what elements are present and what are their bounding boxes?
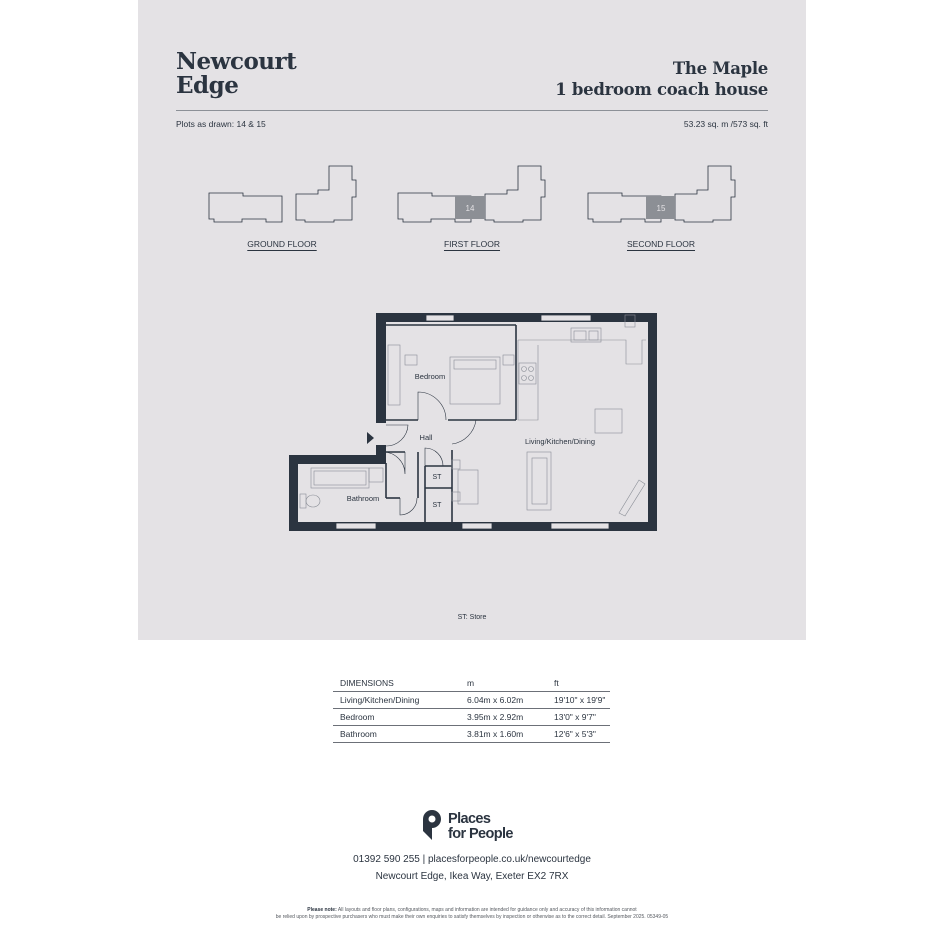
disclaimer-line1: All layouts and floor plans, configurations, maps and information are intended for guidance only and accuracy of this information cannot bbox=[337, 907, 637, 913]
room-metric: 3.81m x 1.60m bbox=[460, 726, 547, 743]
plots-text: Plots as drawn: 14 & 15 bbox=[176, 119, 266, 129]
double-bed bbox=[450, 357, 500, 404]
area-text: 53.23 sq. m /573 sq. ft bbox=[683, 119, 768, 129]
house-type: 1 bedroom coach house bbox=[555, 80, 768, 99]
second-floor-keyplan bbox=[588, 166, 735, 222]
ground-floor-keyplan bbox=[209, 166, 356, 222]
dimensions-header-ft: ft bbox=[547, 675, 610, 692]
address-line: Newcourt Edge, Ikea Way, Exeter EX2 7RX bbox=[375, 871, 569, 882]
plot-15-label: 15 bbox=[656, 204, 666, 213]
room-imperial: 13'0" x 9'7" bbox=[547, 709, 610, 726]
dimensions-header-m: m bbox=[460, 675, 547, 692]
room-label-living: Living/Kitchen/Dining bbox=[524, 437, 596, 446]
dimensions-header-label: DIMENSIONS bbox=[333, 675, 460, 692]
floorplan-drawing bbox=[280, 305, 665, 540]
house-name: The Maple bbox=[672, 59, 768, 78]
table-row bbox=[333, 692, 610, 709]
logo-line1: Places bbox=[448, 811, 491, 827]
room-label-store-1: ST bbox=[432, 474, 442, 481]
dining-table bbox=[458, 470, 478, 504]
room-imperial: 12'6" x 5'3" bbox=[547, 726, 610, 743]
basin bbox=[369, 468, 383, 482]
table-row bbox=[333, 726, 610, 743]
hob bbox=[519, 363, 536, 384]
room-metric: 3.95m x 2.92m bbox=[460, 709, 547, 726]
external-walls bbox=[289, 313, 657, 531]
armchair bbox=[595, 409, 622, 433]
first-floor-label: FIRST FLOOR bbox=[443, 239, 501, 249]
contact-line: 01392 590 255 | placesforpeople.co.uk/newcourtedge bbox=[353, 854, 591, 865]
internal-walls bbox=[386, 325, 516, 522]
toilet bbox=[300, 494, 306, 508]
door-swings bbox=[383, 392, 476, 515]
tv-unit bbox=[619, 480, 645, 516]
places-for-people-logo-icon bbox=[420, 807, 444, 841]
room-metric: 6.04m x 6.02m bbox=[460, 692, 547, 709]
room-imperial: 19'10" x 19'9" bbox=[547, 692, 610, 709]
development-name-line2: Edge bbox=[176, 72, 239, 99]
development-name-line1: Newcourt bbox=[176, 48, 297, 75]
sofa bbox=[527, 452, 551, 510]
second-floor-label: SECOND FLOOR bbox=[626, 239, 696, 249]
table-row bbox=[333, 709, 610, 726]
room-label-hall: Hall bbox=[419, 433, 433, 442]
room-name: Bathroom bbox=[333, 726, 460, 743]
first-floor-keyplan bbox=[398, 166, 545, 222]
fixtures bbox=[300, 315, 646, 516]
dimensions-table bbox=[333, 675, 610, 743]
ground-floor-label: GROUND FLOOR bbox=[247, 239, 317, 249]
logo-line2: for People bbox=[448, 826, 513, 842]
key-plans-graphic bbox=[0, 0, 945, 270]
plot-14-label: 14 bbox=[465, 204, 475, 213]
logo-wordmark bbox=[448, 812, 513, 842]
room-name: Living/Kitchen/Dining bbox=[333, 692, 460, 709]
wardrobe bbox=[388, 345, 400, 405]
dimensions-header-row bbox=[333, 675, 610, 692]
disclaimer bbox=[202, 907, 742, 921]
disclaimer-line2: be relied upon by prospective purchasers who must make their own enquiries to satisfy themselves by inspection or otherwise as to the correct detail. September 2025. 05349-05 bbox=[275, 914, 669, 920]
room-label-store-2: ST bbox=[432, 502, 442, 509]
room-label-bedroom: Bedroom bbox=[414, 372, 446, 381]
store-note: ST: Store bbox=[457, 614, 487, 621]
entrance-arrow-icon bbox=[367, 432, 374, 444]
room-name: Bedroom bbox=[333, 709, 460, 726]
disclaimer-lead: Please note: bbox=[307, 907, 337, 913]
room-label-bathroom: Bathroom bbox=[346, 494, 380, 503]
